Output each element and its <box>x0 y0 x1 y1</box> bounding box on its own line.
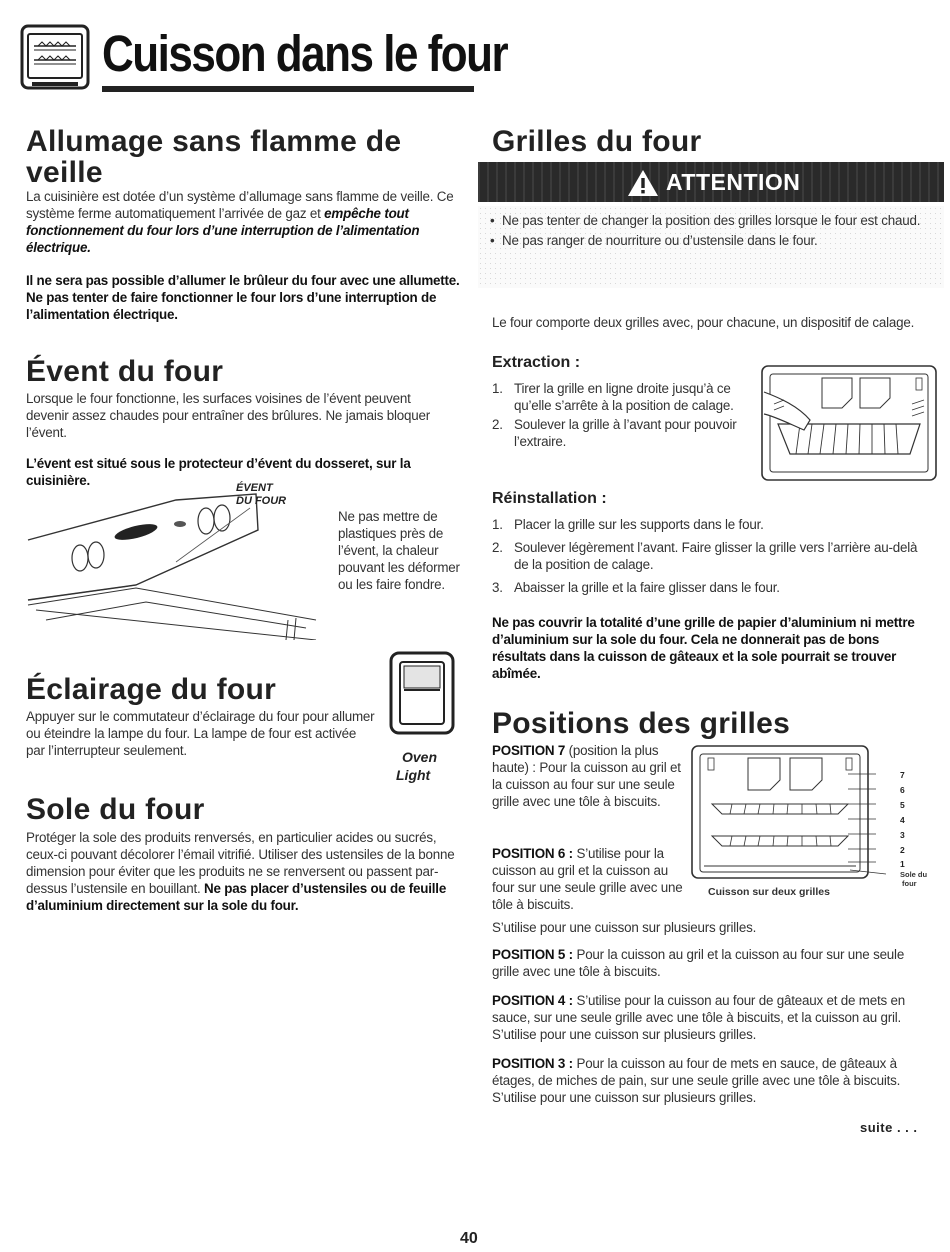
vent-callout <box>236 482 286 508</box>
rack-number: 5 <box>900 800 905 810</box>
event-heading: Évent du four <box>26 355 224 388</box>
allumage-intro: La cuisinière est dotée d’un système d’allumage sans flamme de veille. Ce système ferme automatiquement l’arrivée de gaz et <box>26 189 454 221</box>
event-location-note: L’évent est situé sous le protecteur d’évent du dosseret, sur la cuisinière. <box>26 456 411 488</box>
continued-label: suite . . . <box>860 1120 918 1135</box>
reinstall-step: 3. Abaisser la grille et la faire glisser dans le four. <box>492 580 780 595</box>
rack-number: 4 <box>900 815 905 825</box>
allumage-text <box>26 188 456 256</box>
page-number: 40 <box>460 1230 478 1247</box>
rack-positions-diagram <box>690 744 890 882</box>
attention-item: • Ne pas tenter de changer la position des grilles lorsque le four est chaud. <box>490 213 921 228</box>
attention-box <box>474 162 944 292</box>
reinstall-step: 1. Placer la grille sur les supports dans le four. <box>492 517 764 532</box>
diagram-caption: Cuisson sur deux grilles <box>708 886 830 898</box>
oven-light-label-line1: Oven <box>402 749 438 765</box>
position-5: POSITION 5 : Pour la cuisson au gril et la cuisson au four sur une seule grille avec une tôle à biscuits. <box>492 947 905 979</box>
extraction-steps <box>492 380 742 450</box>
grilles-intro: Le four comporte deux grilles avec, pour chacune, un dispositif de calage. <box>492 315 915 330</box>
position-6-extra: S’utilise pour une cuisson sur plusieurs grilles. <box>492 920 757 935</box>
aluminium-warning: Ne pas couvrir la totalité d’une grille de papier d’aluminium ni mettre d’aluminium sur la sole du four. Cela ne donnerait pas de bons résultats dans la cuisson de gâteaux et la sole pourrait se trouver abîmée. <box>492 615 915 681</box>
extraction-step: 1. Tirer la grille en ligne droite jusqu’à ce qu’elle s’arrête à la position de calage. <box>492 381 734 413</box>
sole-text <box>26 829 460 914</box>
event-text: Lorsque le four fonctionne, les surfaces voisines de l’évent peuvent devenir assez chaudes pour entraîner des brûlures. Ne jamais bloquer l’évent. <box>26 391 430 440</box>
warning-triangle-icon <box>626 168 660 198</box>
vent-side-note: Ne pas mettre de plastiques près de l’évent, la chaleur pouvant les déformer ou les faire fondre. <box>338 509 460 592</box>
attention-label: ATTENTION <box>666 169 801 195</box>
oven-vent-illustration <box>26 490 326 640</box>
rack-number: 7 <box>900 770 905 780</box>
rack-number: 6 <box>900 785 905 795</box>
position-6: POSITION 6 : S’utilise pour la cuisson au gril et la cuisson au four sur une seule grille avec une tôle à biscuits. <box>492 846 683 912</box>
sole-heading: Sole du four <box>26 793 205 826</box>
attention-content <box>478 206 944 288</box>
reinstall-step: 2. Soulever légèrement l’avant. Faire glisser la grille vers l’arrière au-delà de la position de calage. <box>492 540 918 572</box>
rack-number: 2 <box>900 845 905 855</box>
position-4: POSITION 4 : S’utilise pour la cuisson au four de gâteaux et de mets en sauce, sur une seule grille avec une tôle à biscuits, et la cuisson au gril. S’utilise pour une cuisson sur plusieurs grilles. <box>492 993 906 1042</box>
positions-heading: Positions des grilles <box>492 707 791 740</box>
position-3: POSITION 3 : Pour la cuisson au four de mets en sauce, de gâteaux à étages, de miches de pain, sur une seule grille avec une tôle à biscuits. S’utilise pour une cuisson sur plusieurs grilles. <box>492 1056 901 1105</box>
oven-light-label <box>396 748 437 784</box>
rack-extraction-illustration <box>760 364 938 482</box>
allumage-emphasis: empêche tout fonctionnement du four lors d’une interruption de l’alimentation électrique. <box>26 206 420 255</box>
rack-number-labels <box>900 768 905 870</box>
page-title: Cuisson dans le four <box>102 26 508 83</box>
sole-warning: Ne pas placer d’ustensiles ou de feuille d’aluminium directement sur la sole du four. <box>26 881 447 913</box>
page-header <box>18 22 508 94</box>
extraction-heading: Extraction : <box>492 354 581 371</box>
rack-number: 3 <box>900 830 905 840</box>
attention-item: • Ne pas ranger de nourriture ou d’ustensile dans le four. <box>490 233 818 248</box>
allumage-warning: Il ne sera pas possible d’allumer le brûleur du four avec une allumette. Ne pas tenter de faire fonctionner le four lors d’une interruption de l’alimentation électrique. <box>26 273 460 322</box>
eclairage-heading: Éclairage du four <box>26 673 277 706</box>
rack-number: 1 <box>900 859 905 869</box>
vent-callout-line2: DU FOUR <box>236 495 287 507</box>
grilles-heading: Grilles du four <box>492 125 702 158</box>
oven-light-label-line2: Light <box>396 767 431 783</box>
title-underline <box>102 86 474 92</box>
oven-light-switch-icon <box>388 650 456 736</box>
vent-callout-line1: ÉVENT <box>236 482 273 494</box>
allumage-heading: Allumage sans flamme de veille <box>26 125 402 189</box>
sole-du-four-label: Sole du four <box>900 870 928 888</box>
eclairage-text: Appuyer sur le commutateur d’éclairage du four pour allumer ou éteindre la lampe du four. La lampe de four est activée par l’interrupteur seulement. <box>26 709 375 758</box>
oven-icon <box>18 22 92 92</box>
extraction-step: 2. Soulever la grille à l’avant pour pouvoir l’extraire. <box>492 417 737 449</box>
sole-body: Protéger la sole des produits renversés, en particulier acides ou sucrés, ceux-ci pouvant décolorer l’émail vitrifié. Utiliser des ustensiles de la bonne dimension pour éviter que les produits ne se renversent ou passent par-dessus l’ustensile en bouillant. <box>26 830 455 896</box>
reinstall-heading: Réinstallation : <box>492 490 607 507</box>
position-7: POSITION 7 (position la plus haute) : Pour la cuisson au gril et la cuisson au four sur une seule grille avec une tôle à biscuits. <box>492 743 681 809</box>
reinstall-steps <box>492 516 932 596</box>
